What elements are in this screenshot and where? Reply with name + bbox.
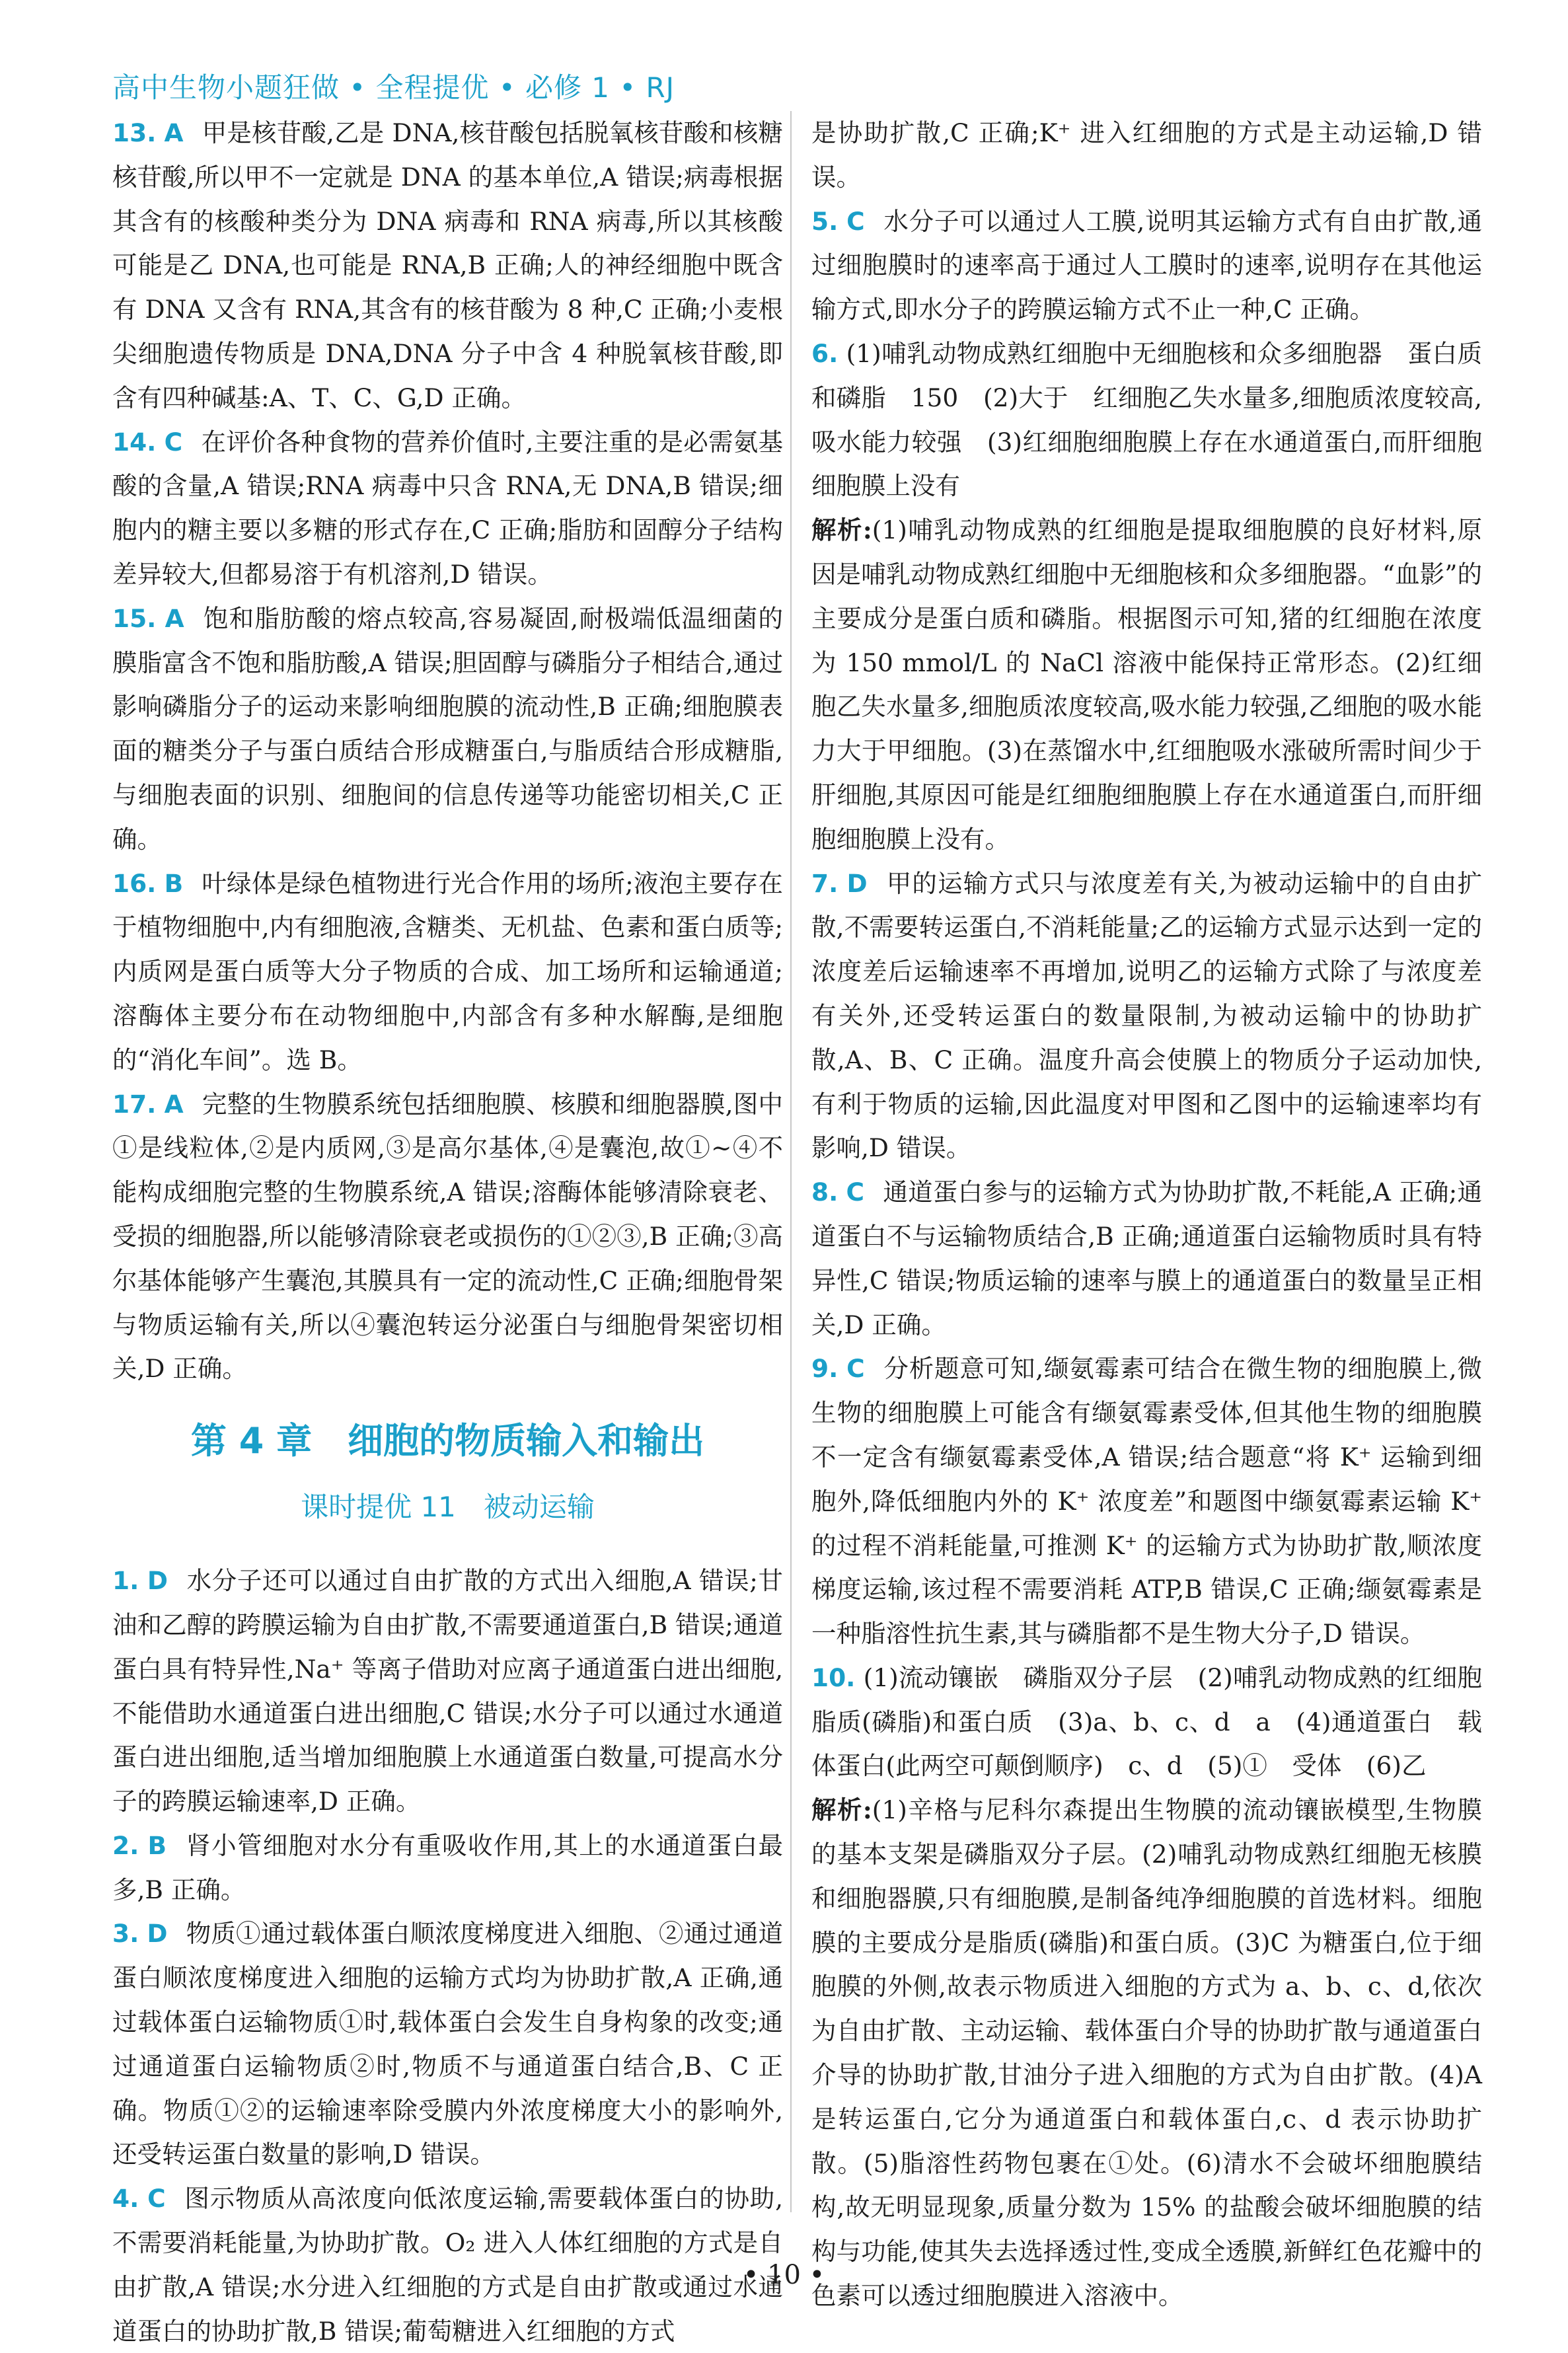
analysis: 解析:(1)辛格与尼科尔森提出生物膜的流动镶嵌模型,生物膜的基本支架是磷脂双分子层。(2)哺乳动物成熟红细胞无核膜和细胞器膜,只有细胞膜,是制备纯净细胞膜的首选材料。细胞膜的主要成分是脂质(磷脂)和蛋白质。(3)C 为糖蛋白,位于细胞膜的外侧,故表示物质进入细胞的方式为 a、b、c、d,依次为自由扩散、主动运输、载体蛋白介导的协助扩散与通道蛋白介导的协助扩散,甘油分子进入细胞的方式为自由扩散。(4)A 是转运蛋白,它分为通道蛋白和载体蛋白,c、d 表示协助扩散。(5)脂溶性药物包裹在①处。(6)清水不会破坏细胞膜结构,故无明显现象,质量分数为 15% 的盐酸会破坏细胞膜的结构与功能,使其失去选择透过性,变成全透膜,新鲜红色花瓣中的色素可以透过细胞膜进入溶液中。 [811,1795,1483,2311]
answer-item: 1. D 水分子还可以通过自由扩散的方式出入细胞,A 错误;甘油和乙醇的跨膜运输为自由扩散,不需要通道蛋白,B 错误;通道蛋白具有特异性,Na⁺ 等离子借助对应离子通道蛋白进出细胞,不能借助水通道蛋白进出细胞,C 错误;水分子可以通过水通道蛋白进出细胞,适当增加细胞膜上水通道蛋白数量,可提高水分子的跨膜运输速率,D 正确。 [112,1566,783,1816]
answer-item: 7. D 甲的运输方式只与浓度差有关,为被动运输中的自由扩散,不需要转运蛋白,不消耗能量;乙的运输方式显示达到一定的浓度差后运输速率不再增加,说明乙的运输方式除了与浓度差有关外,还受转运蛋白的数量限制,为被动运输中的协助扩散,A、B、C 正确。温度升高会使膜上的物质分子运动加快,有利于物质的运输,因此温度对甲图和乙图中的运输速率均有影响,D 错误。 [811,868,1483,1163]
left-column [112,111,783,2353]
answer-item: 14. C 在评价各种食物的营养价值时,主要注重的是必需氨基酸的含量,A 错误;RNA 病毒中只含 RNA,无 DNA,B 错误;细胞内的糖主要以多糖的形式存在,C 正确;脂肪和固醇分子结构差异较大,但都易溶于有机溶剂,D 错误。 [112,427,784,589]
section-title: 课时提优 11 被动运输 [301,1491,595,1524]
column-divider [790,111,792,2212]
continued-text: 是协助扩散,C 正确;K⁺ 进入红细胞的方式是主动运输,D 错误。 [811,118,1482,192]
right-column [811,111,1507,2318]
answer-item: 13. A 甲是核苷酸,乙是 DNA,核苷酸包括脱氧核苷酸和核糖核苷酸,所以甲不一定就是 DNA 的基本单位,A 错误;病毒根据其含有的核酸种类分为 DNA 病毒和 RNA 病毒,所以其核酸可能是乙 DNA,也可能是 RNA,B 正确;人的神经细胞中既含有 DNA 又含有 RNA,其含有的核苷酸为 8 种,C 正确;小麦根尖细胞遗传物质是 DNA,DNA 分子中含 4 种脱氧核苷酸,即含有四种碱基:A、T、C、G,D 正确。 [112,118,784,412]
answer-item: 9. C 分析题意可知,缬氨霉素可结合在微生物的细胞膜上,微生物的细胞膜上可能含有缬氨霉素受体,但其他生物的细胞膜不一定含有缬氨霉素受体,A 错误;结合题意“将 K⁺ 运输到细胞外,降低细胞内外的 K⁺ 浓度差”和题图中缬氨霉素运输 K⁺ 的过程不消耗能量,可推测 K⁺ 的运输方式为协助扩散,顺浓度梯度运输,该过程不需要消耗 ATP,B 错误,C 正确;缬氨霉素是一种脂溶性抗生素,其与磷脂都不是生物大分子,D 错误。 [811,1354,1483,1649]
page-number: • 10 • [743,2260,825,2290]
answer-item: 16. B 叶绿体是绿色植物进行光合作用的场所;液泡主要存在于植物细胞中,内有细胞液,含糖类、无机盐、色素和蛋白质等;内质网是蛋白质等大分子物质的合成、加工场所和运输通道;溶酶体主要分布在动物细胞中,内部含有多种水解酶,是细胞的“消化车间”。选 B。 [112,868,783,1074]
answer-item: 2. B 肾小管细胞对水分有重吸收作用,其上的水通道蛋白最多,B 正确。 [112,1830,784,1904]
answer-item: 8. C 通道蛋白参与的运输方式为协助扩散,不耗能,A 正确;通道蛋白不与运输物质结合,B 正确;通道蛋白运输物质时具有特异性,C 错误;物质运输的速率与膜上的通道蛋白的数量呈正相关,D 正确。 [811,1177,1482,1339]
page-header: 高中生物小题狂做 • 全程提优 • 必修 1 • RJ [112,71,675,104]
analysis: 解析:(1)哺乳动物成熟的红细胞是提取细胞膜的良好材料,原因是哺乳动物成熟红细胞中无细胞核和众多细胞器。“血影”的主要成分是蛋白质和磷脂。根据图示可知,猪的红细胞在浓度为 150 mmol/L 的 NaCl 溶液中能保持正常形态。(2)红细胞乙失水量多,细胞质浓度较高,吸水能力较强,乙细胞的吸水能力大于甲细胞。(3)在蒸馏水中,红细胞吸水涨破所需时间少于肝细胞,其原因可能是红细胞细胞膜上存在水通道蛋白,而肝细胞细胞膜上没有。 [811,515,1482,854]
answer-item: 3. D 物质①通过载体蛋白顺浓度梯度进入细胞、②通过通道蛋白顺浓度梯度进入细胞的运输方式均为协助扩散,A 正确,通过载体蛋白运输物质①时,载体蛋白会发生自身构象的改变;通过通道蛋白运输物质②时,物质不与通道蛋白结合,B、C 正确。物质①②的运输速率除受膜内外浓度梯度大小的影响外,还受转运蛋白数量的影响,D 错误。 [112,1919,784,2169]
answer-item: 17. A 完整的生物膜系统包括细胞膜、核膜和细胞器膜,图中①是线粒体,②是内质网,③是高尔基体,④是囊泡,故①~④不能构成细胞完整的生物膜系统,A 错误;溶酶体能够清除衰老、受损的细胞器,所以能够清除衰老或损伤的①②③,B 正确;③高尔基体能够产生囊泡,其膜具有一定的流动性,C 正确;细胞骨架与物质运输有关,所以④囊泡转运分泌蛋白与细胞骨架密切相关,D 正确。 [112,1089,784,1384]
answer-item: 15. A 饱和脂肪酸的熔点较高,容易凝固,耐极端低温细菌的膜脂富含不饱和脂肪酸,A 错误;胆固醇与磷脂分子相结合,通过影响磷脂分子的运动来影响细胞膜的流动性,B 正确;细胞膜表面的糖类分子与蛋白质结合形成糖蛋白,与脂质结合形成糖脂,与细胞表面的识别、细胞间的信息传递等功能密切相关,C 正确。 [112,603,783,854]
answer-item: 4. C 图示物质从高浓度向低浓度运输,需要载体蛋白的协助,不需要消耗能量,为协助扩散。O₂ 进入人体红细胞的方式是自由扩散,A 错误;水分进入红细胞的方式是自由扩散或通过水通道蛋白的协助扩散,B 错误;葡萄糖进入红细胞的方式 [112,2184,784,2346]
chapter-title: 第 4 章 细胞的物质输入和输出 [190,1420,705,1462]
answer-item: 10. (1)流动镶嵌 磷脂双分子层 (2)哺乳动物成熟的红细胞 脂质(磷脂)和蛋白质 (3)a、b、c、d a (4)通道蛋白 载体蛋白(此两空可颠倒顺序) c、d (5)① 受体 (6)乙 [811,1662,1507,1781]
answer-item: 5. C 水分子可以通过人工膜,说明其运输方式有自由扩散,通过细胞膜时的速率高于通过人工膜时的速率,说明存在其他运输方式,即水分子的跨膜运输方式不止一种,C 正确。 [811,206,1483,324]
answer-item: 6. (1)哺乳动物成熟红细胞中无细胞核和众多细胞器 蛋白质和磷脂 150 (2)大于 红细胞乙失水量多,细胞质浓度较高,吸水能力较强 (3)红细胞细胞膜上存在水通道蛋白,而肝细胞细胞膜上没有 [811,338,1482,501]
